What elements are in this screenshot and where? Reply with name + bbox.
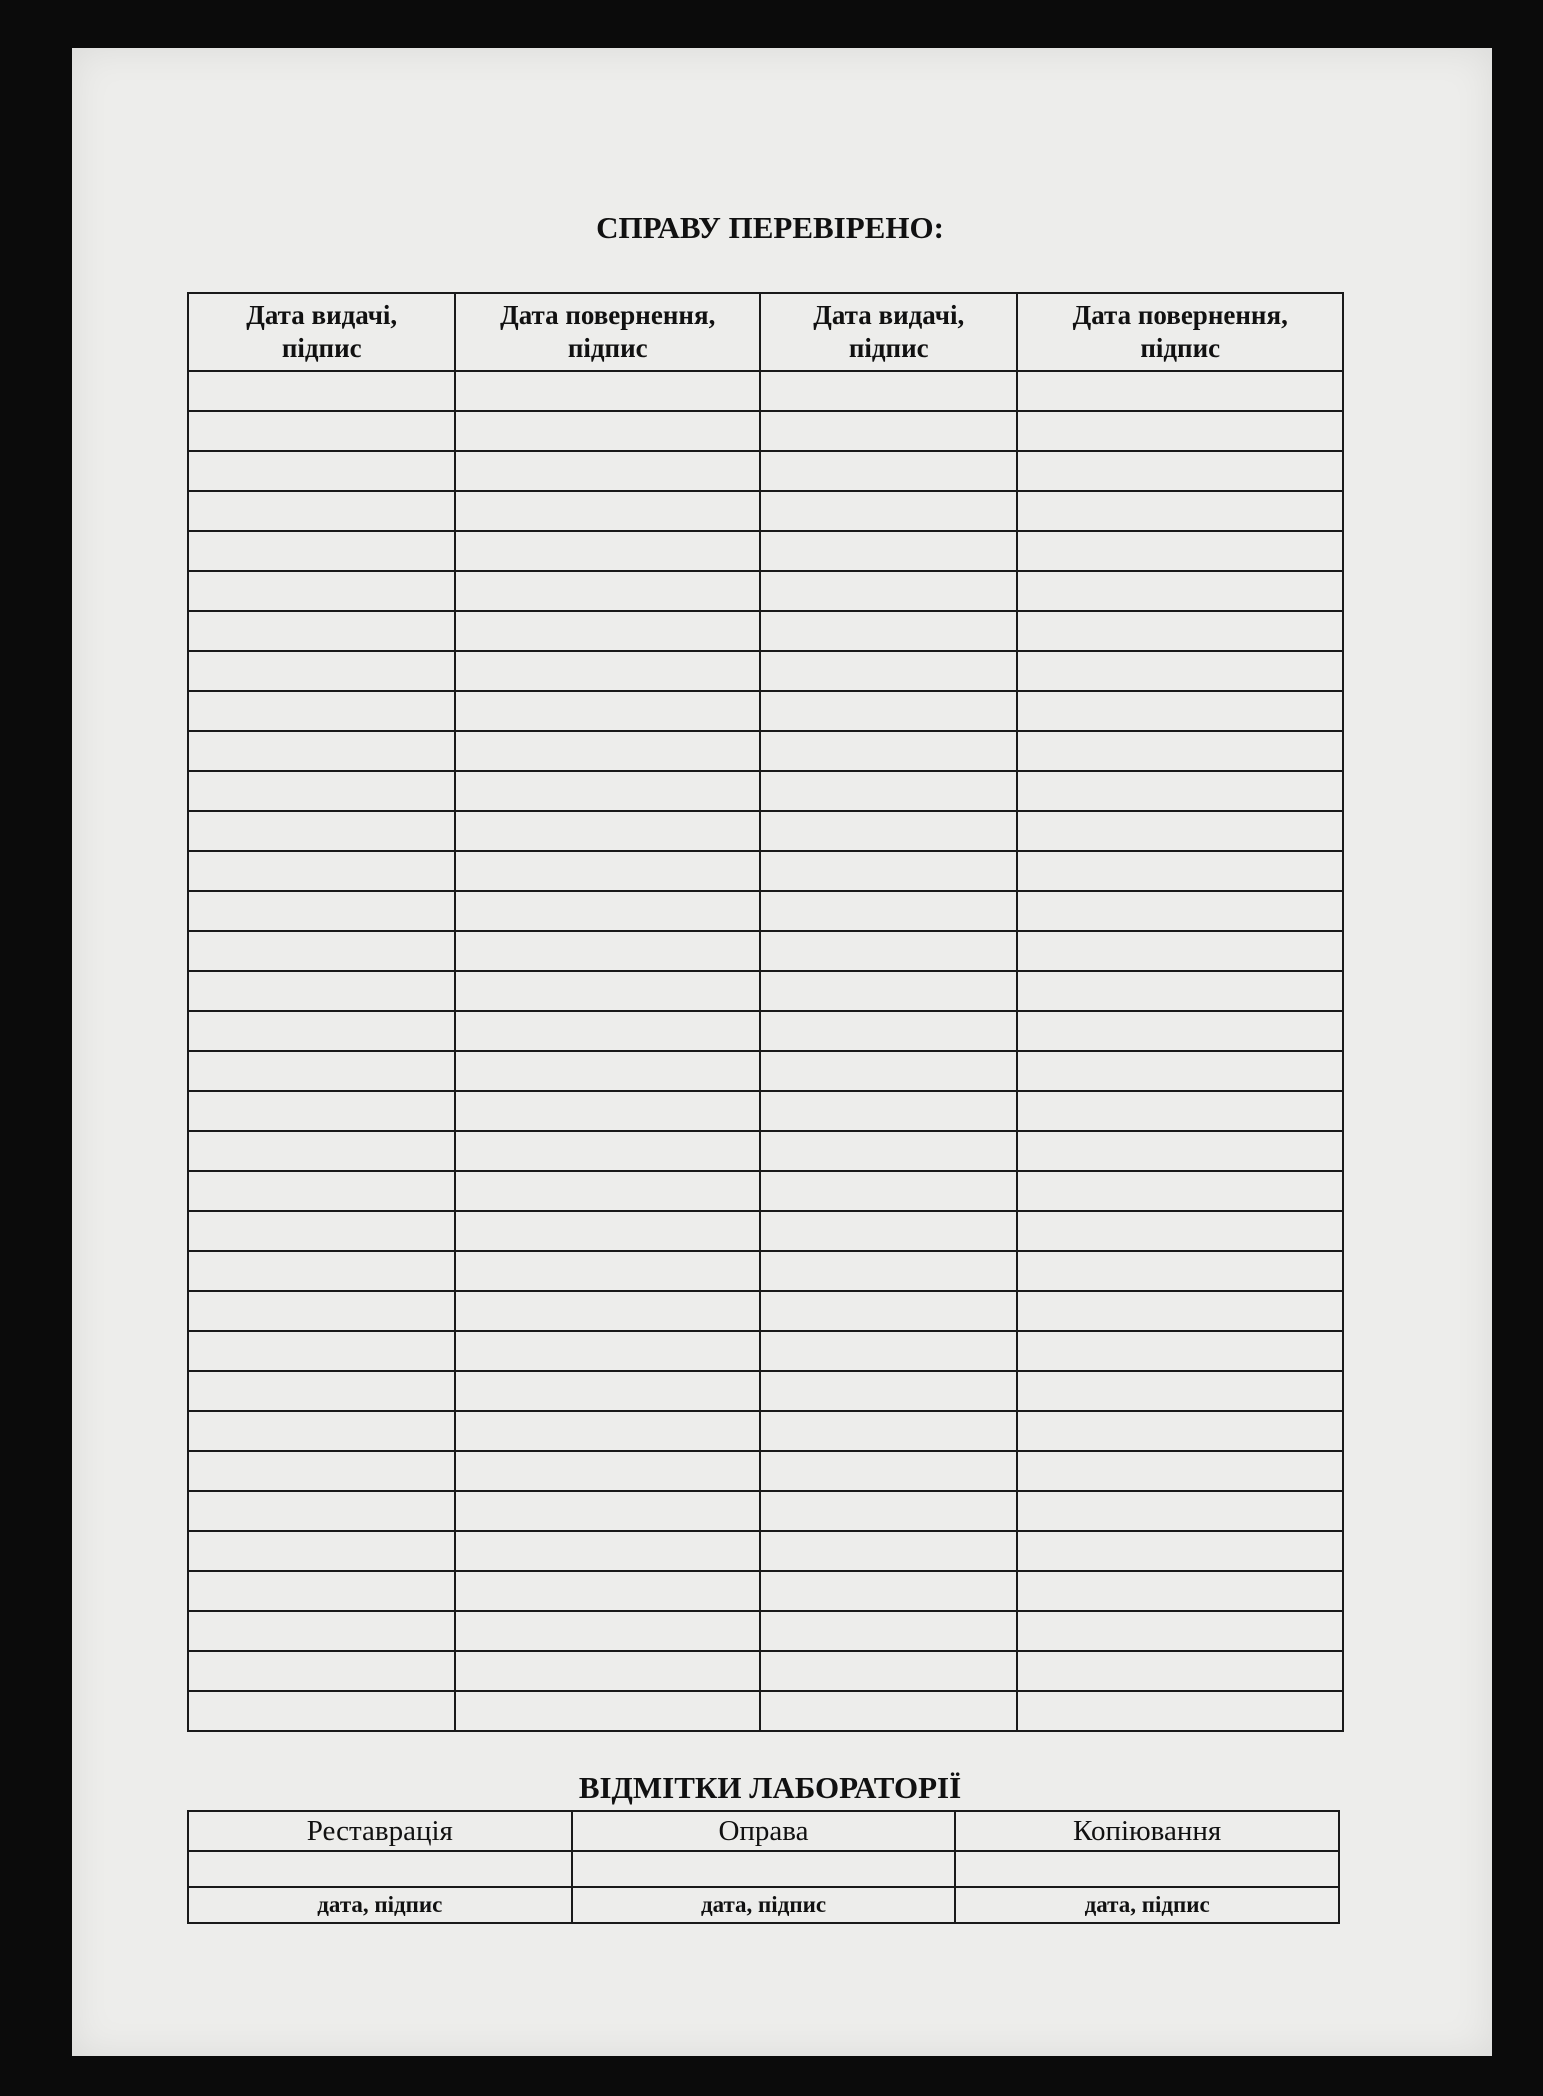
- table-cell[interactable]: [188, 1411, 455, 1451]
- table-cell[interactable]: [188, 891, 455, 931]
- table-cell[interactable]: [1017, 1611, 1343, 1651]
- table-cell[interactable]: [1017, 1051, 1343, 1091]
- table-row: [188, 971, 1343, 1011]
- table-cell[interactable]: [455, 1131, 760, 1171]
- table-row: [188, 371, 1343, 411]
- table-cell[interactable]: [455, 1051, 760, 1091]
- table-cell[interactable]: [455, 1091, 760, 1131]
- table-cell[interactable]: [760, 1291, 1017, 1331]
- table-cell[interactable]: [760, 1691, 1017, 1731]
- table-row: [188, 811, 1343, 851]
- table-cell[interactable]: [760, 1171, 1017, 1211]
- table-row: [188, 1651, 1343, 1691]
- table-row: [188, 1131, 1343, 1171]
- document-page: [72, 48, 1492, 2056]
- table-row: [188, 1051, 1343, 1091]
- header-return-date-1: [455, 293, 760, 371]
- table-cell[interactable]: [188, 451, 455, 491]
- table-cell[interactable]: [1017, 691, 1343, 731]
- table-cell[interactable]: [455, 1611, 760, 1651]
- table-cell[interactable]: [455, 1411, 760, 1451]
- table-cell[interactable]: [1017, 451, 1343, 491]
- table-cell[interactable]: [760, 1491, 1017, 1531]
- header-issue-date-2: [760, 293, 1017, 371]
- table-cell[interactable]: [455, 651, 760, 691]
- copying-signature-label: дата, підпис: [955, 1887, 1339, 1923]
- table-row: [188, 891, 1343, 931]
- table-cell[interactable]: [1017, 651, 1343, 691]
- table-cell[interactable]: [760, 611, 1017, 651]
- table-cell[interactable]: [1017, 1011, 1343, 1051]
- table-row: [188, 451, 1343, 491]
- table-cell[interactable]: [1017, 1331, 1343, 1371]
- table-cell[interactable]: [188, 651, 455, 691]
- table-cell[interactable]: [188, 611, 455, 651]
- table-cell[interactable]: [760, 1131, 1017, 1171]
- table-cell[interactable]: [188, 931, 455, 971]
- table-row: [188, 651, 1343, 691]
- header-copying: Копіювання: [955, 1811, 1339, 1851]
- table-cell[interactable]: [188, 411, 455, 451]
- table-cell[interactable]: [760, 931, 1017, 971]
- table-cell[interactable]: [1017, 891, 1343, 931]
- table-cell[interactable]: [1017, 931, 1343, 971]
- table-cell[interactable]: [760, 1331, 1017, 1371]
- binding-signature-label: дата, підпис: [572, 1887, 956, 1923]
- table-cell[interactable]: [760, 371, 1017, 411]
- table-cell[interactable]: [455, 531, 760, 571]
- table-row: [188, 491, 1343, 531]
- page-title: СПРАВУ ПЕРЕВІРЕНО:: [596, 210, 944, 245]
- table-cell[interactable]: [188, 1531, 455, 1571]
- table-row: [188, 1291, 1343, 1331]
- table-cell[interactable]: [188, 1251, 455, 1291]
- table-cell[interactable]: [188, 771, 455, 811]
- table-cell[interactable]: [760, 811, 1017, 851]
- table-row: [188, 1371, 1343, 1411]
- table-cell[interactable]: [760, 771, 1017, 811]
- table-row: [188, 931, 1343, 971]
- table-cell[interactable]: [760, 971, 1017, 1011]
- table-cell[interactable]: [455, 851, 760, 891]
- table-cell[interactable]: [455, 1691, 760, 1731]
- table-cell[interactable]: [1017, 371, 1343, 411]
- table-cell[interactable]: [760, 691, 1017, 731]
- table-cell[interactable]: [188, 371, 455, 411]
- table-cell[interactable]: [455, 571, 760, 611]
- table-cell[interactable]: [455, 891, 760, 931]
- table-cell[interactable]: [188, 1651, 455, 1691]
- table-row: [188, 731, 1343, 771]
- table-cell[interactable]: [1017, 571, 1343, 611]
- table-row: [188, 1571, 1343, 1611]
- table-cell[interactable]: [455, 1531, 760, 1571]
- table-row: [188, 1491, 1343, 1531]
- table-cell[interactable]: [188, 971, 455, 1011]
- table-cell[interactable]: [760, 731, 1017, 771]
- table-cell[interactable]: [188, 491, 455, 531]
- table-cell[interactable]: [188, 1331, 455, 1371]
- table-cell[interactable]: [188, 731, 455, 771]
- table-cell[interactable]: [455, 1491, 760, 1531]
- table-cell[interactable]: [1017, 851, 1343, 891]
- header-line: підпис: [567, 333, 648, 363]
- lab-marks-title: ВІДМІТКИ ЛАБОРАТОРІЇ: [578, 1770, 962, 1805]
- table-cell[interactable]: [760, 1531, 1017, 1571]
- table-cell[interactable]: [455, 1571, 760, 1611]
- table-cell[interactable]: [455, 691, 760, 731]
- table-cell[interactable]: [1017, 531, 1343, 571]
- table-cell[interactable]: [455, 811, 760, 851]
- table-row: [188, 691, 1343, 731]
- restoration-signature-label: дата, підпис: [188, 1887, 572, 1923]
- table-cell[interactable]: [760, 571, 1017, 611]
- lab-table-signature-row: [188, 1887, 1339, 1923]
- restoration-cell[interactable]: [188, 1851, 572, 1887]
- table-cell[interactable]: [188, 1451, 455, 1491]
- table-cell[interactable]: [1017, 1651, 1343, 1691]
- table-cell[interactable]: [455, 1171, 760, 1211]
- header-line: підпис: [1140, 333, 1221, 363]
- table-cell[interactable]: [1017, 1451, 1343, 1491]
- table-cell[interactable]: [760, 1651, 1017, 1691]
- table-row: [188, 1011, 1343, 1051]
- table-cell[interactable]: [1017, 1171, 1343, 1211]
- issue-table-header-row: [188, 293, 1343, 371]
- table-row: [188, 851, 1343, 891]
- table-cell[interactable]: [188, 1571, 455, 1611]
- table-cell[interactable]: [760, 1051, 1017, 1091]
- table-cell[interactable]: [188, 571, 455, 611]
- table-cell[interactable]: [760, 1091, 1017, 1131]
- table-cell[interactable]: [760, 651, 1017, 691]
- table-row: [188, 1691, 1343, 1731]
- lab-table-blank-row: [188, 1851, 1339, 1887]
- header-line: Дата повернення,: [500, 300, 716, 330]
- table-cell[interactable]: [760, 1371, 1017, 1411]
- table-cell[interactable]: [188, 531, 455, 571]
- header-line: Дата повернення,: [1072, 300, 1288, 330]
- header-line: підпис: [281, 333, 362, 363]
- table-cell[interactable]: [455, 491, 760, 531]
- table-cell[interactable]: [760, 411, 1017, 451]
- issue-return-table: [187, 292, 1344, 1732]
- table-cell[interactable]: [455, 411, 760, 451]
- table-cell[interactable]: [188, 1291, 455, 1331]
- table-cell[interactable]: [760, 531, 1017, 571]
- table-cell[interactable]: [1017, 1291, 1343, 1331]
- lab-table-header-row: [188, 1811, 1339, 1851]
- table-cell[interactable]: [188, 811, 455, 851]
- table-cell[interactable]: [1017, 1411, 1343, 1451]
- table-cell[interactable]: [760, 491, 1017, 531]
- table-row: [188, 1251, 1343, 1291]
- table-cell[interactable]: [455, 1651, 760, 1691]
- table-cell[interactable]: [455, 1371, 760, 1411]
- binding-cell[interactable]: [572, 1851, 956, 1887]
- table-cell[interactable]: [1017, 1371, 1343, 1411]
- table-cell[interactable]: [1017, 1091, 1343, 1131]
- table-cell[interactable]: [1017, 811, 1343, 851]
- table-cell[interactable]: [455, 451, 760, 491]
- table-cell[interactable]: [188, 1091, 455, 1131]
- table-row: [188, 1331, 1343, 1371]
- table-cell[interactable]: [188, 1131, 455, 1171]
- table-cell[interactable]: [455, 371, 760, 411]
- table-row: [188, 571, 1343, 611]
- table-row: [188, 1411, 1343, 1451]
- table-cell[interactable]: [455, 971, 760, 1011]
- lab-marks-table: [187, 1810, 1340, 1924]
- table-cell[interactable]: [455, 1211, 760, 1251]
- header-binding: Оправа: [572, 1811, 956, 1851]
- table-row: [188, 411, 1343, 451]
- table-cell[interactable]: [1017, 971, 1343, 1011]
- table-cell[interactable]: [1017, 1571, 1343, 1611]
- table-cell[interactable]: [188, 1611, 455, 1651]
- header-issue-date-1: [188, 293, 455, 371]
- copying-cell[interactable]: [955, 1851, 1339, 1887]
- table-row: [188, 1531, 1343, 1571]
- table-cell[interactable]: [760, 891, 1017, 931]
- table-cell[interactable]: [760, 1451, 1017, 1491]
- table-row: [188, 531, 1343, 571]
- table-row: [188, 1611, 1343, 1651]
- table-cell[interactable]: [188, 1371, 455, 1411]
- table-cell[interactable]: [1017, 611, 1343, 651]
- issue-table-body: [188, 371, 1343, 1731]
- header-line: Дата видачі,: [246, 300, 398, 330]
- table-cell[interactable]: [1017, 1491, 1343, 1531]
- table-row: [188, 1451, 1343, 1491]
- header-return-date-2: [1017, 293, 1343, 371]
- table-cell[interactable]: [760, 451, 1017, 491]
- table-cell[interactable]: [1017, 731, 1343, 771]
- table-cell[interactable]: [188, 691, 455, 731]
- header-line: підпис: [848, 333, 929, 363]
- table-cell[interactable]: [455, 1251, 760, 1291]
- table-cell[interactable]: [455, 931, 760, 971]
- table-cell[interactable]: [1017, 411, 1343, 451]
- table-row: [188, 1091, 1343, 1131]
- table-cell[interactable]: [188, 1491, 455, 1531]
- table-cell[interactable]: [455, 1011, 760, 1051]
- table-cell[interactable]: [455, 731, 760, 771]
- table-cell[interactable]: [760, 1411, 1017, 1451]
- table-cell[interactable]: [760, 1011, 1017, 1051]
- table-cell[interactable]: [188, 851, 455, 891]
- table-cell[interactable]: [455, 611, 760, 651]
- table-cell[interactable]: [1017, 771, 1343, 811]
- table-row: [188, 771, 1343, 811]
- table-cell[interactable]: [1017, 1691, 1343, 1731]
- table-cell[interactable]: [760, 851, 1017, 891]
- table-cell[interactable]: [455, 1291, 760, 1331]
- table-cell[interactable]: [1017, 1131, 1343, 1171]
- table-cell[interactable]: [1017, 1211, 1343, 1251]
- table-cell[interactable]: [1017, 491, 1343, 531]
- table-row: [188, 1171, 1343, 1211]
- table-cell[interactable]: [455, 1331, 760, 1371]
- table-cell[interactable]: [455, 771, 760, 811]
- table-cell[interactable]: [760, 1251, 1017, 1291]
- header-restoration: Реставрація: [188, 1811, 572, 1851]
- table-row: [188, 611, 1343, 651]
- header-line: Дата видачі,: [813, 300, 965, 330]
- table-cell[interactable]: [188, 1691, 455, 1731]
- table-cell[interactable]: [188, 1051, 455, 1091]
- table-cell[interactable]: [188, 1011, 455, 1051]
- table-cell[interactable]: [760, 1211, 1017, 1251]
- table-row: [188, 1211, 1343, 1251]
- table-cell[interactable]: [1017, 1531, 1343, 1571]
- table-cell[interactable]: [188, 1171, 455, 1211]
- table-cell[interactable]: [760, 1611, 1017, 1651]
- table-cell[interactable]: [188, 1211, 455, 1251]
- table-cell[interactable]: [455, 1451, 760, 1491]
- table-cell[interactable]: [760, 1571, 1017, 1611]
- table-cell[interactable]: [1017, 1251, 1343, 1291]
